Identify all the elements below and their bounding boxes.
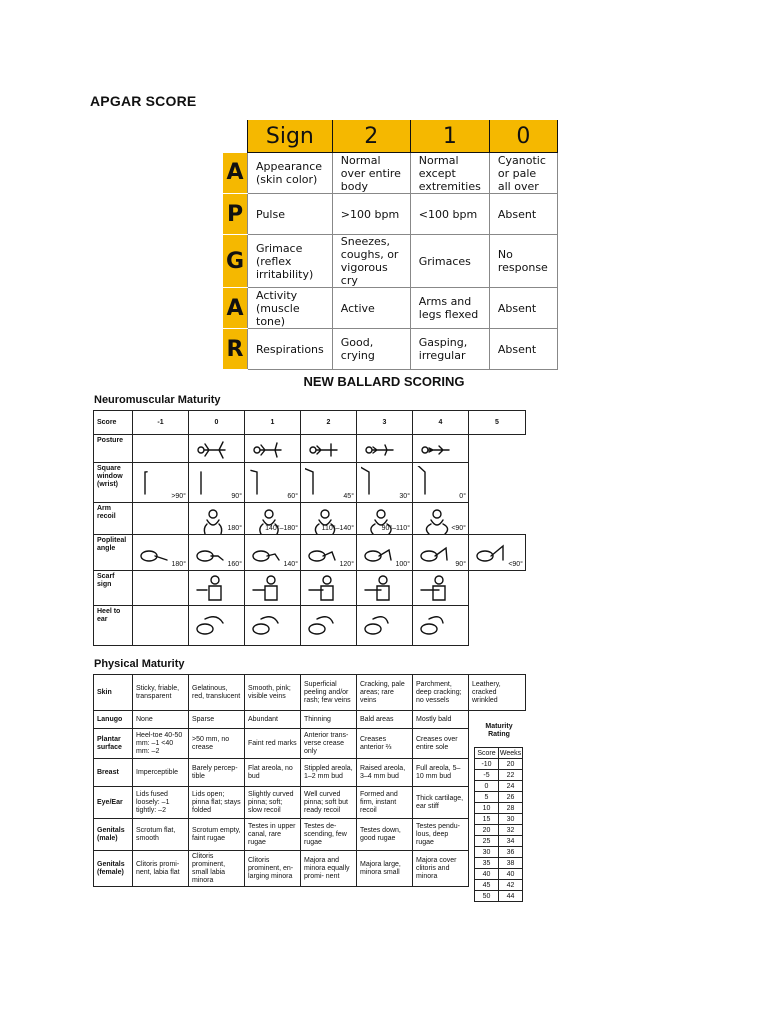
apgar-cell: Absent (489, 194, 557, 235)
physical-grid (93, 674, 525, 922)
rating-cell: 5 (475, 792, 499, 803)
score-cell (188, 605, 245, 646)
row-label: Arm recoil (93, 502, 133, 535)
phys-cell: Clitoris prominent, en- larging minora (244, 850, 301, 887)
phys-cell: Bald areas (356, 710, 413, 729)
apgar-letter: A (223, 288, 248, 329)
score-header: -1 (132, 410, 189, 435)
rating-cell: 24 (499, 781, 523, 792)
apgar-cell: Good, crying (332, 329, 410, 370)
rating-row (475, 803, 523, 814)
score-cell (300, 462, 357, 503)
rating-cell: -10 (475, 759, 499, 770)
rating-cell: 50 (475, 891, 499, 902)
apgar-corner (223, 120, 248, 153)
rating-cell: 40 (475, 869, 499, 880)
rating-cell: 22 (499, 770, 523, 781)
rating-cell: 28 (499, 803, 523, 814)
apgar-cell: Grimace (reflex irritability) (248, 235, 333, 288)
rating-cell: 10 (475, 803, 499, 814)
row-label: Square window (wrist) (93, 462, 133, 503)
score-cell (132, 502, 189, 535)
score-header: 5 (468, 410, 526, 435)
phys-cell: Anterior trans- verse crease only (300, 728, 357, 759)
phys-cell: Testes down, good rugae (356, 818, 413, 851)
phys-cell: Stippled areola, 1–2 mm bud (300, 758, 357, 787)
physical-heading: Physical Maturity (94, 658, 185, 670)
rating-row (475, 825, 523, 836)
rating-cell: 36 (499, 847, 523, 858)
rating-row (475, 858, 523, 869)
score-cell (132, 434, 189, 463)
score-cell (412, 534, 469, 571)
score-cell (132, 462, 189, 503)
rating-cell: 26 (499, 792, 523, 803)
apgar-cell: Absent (489, 329, 557, 370)
apgar-row (223, 194, 557, 235)
apgar-row (223, 288, 557, 329)
rating-cell: 38 (499, 858, 523, 869)
degree-label: 180° (227, 525, 242, 532)
phys-cell: Clitoris prominent, small labia minora (188, 850, 245, 887)
phys-cell: Lids fused loosely: –1 tightly: –2 (132, 786, 189, 819)
apgar-letter: G (223, 235, 248, 288)
rating-cell: 34 (499, 836, 523, 847)
rating-row (475, 847, 523, 858)
score-header: 2 (300, 410, 357, 435)
rating-cell: 44 (499, 891, 523, 902)
degree-label: 90° (231, 493, 242, 500)
phys-cell: Testes pendu- lous, deep rugae (412, 818, 469, 851)
phys-cell: Well curved pinna; soft but ready recoil (300, 786, 357, 819)
phys-cell: Imperceptible (132, 758, 189, 787)
phys-cell: Smooth, pink; visible veins (244, 674, 301, 711)
score-header: 1 (244, 410, 301, 435)
phys-cell: None (132, 710, 189, 729)
phys-cell: Heel-toe 40-50 mm: –1 <40 mm: –2 (132, 728, 189, 759)
degree-label: 30° (399, 493, 410, 500)
rating-cell: 32 (499, 825, 523, 836)
score-cell (132, 605, 189, 646)
apgar-cell: Activity (muscle tone) (248, 288, 333, 329)
apgar-cell: Arms and legs flexed (410, 288, 489, 329)
maturity-rating-title: Maturity Rating (485, 723, 513, 738)
degree-label: 90°–110° (381, 525, 410, 532)
rating-row (475, 792, 523, 803)
score-cell (244, 570, 301, 606)
phys-row-label: Breast (93, 758, 133, 787)
rating-cell: 30 (475, 847, 499, 858)
phys-cell: Testes in upper canal, rare rugae (244, 818, 301, 851)
phys-row-label: Genitals (male) (93, 818, 133, 851)
degree-label: 180° (171, 561, 186, 568)
degree-label: 60° (287, 493, 298, 500)
score-cell (412, 605, 469, 646)
score-label: Score (93, 410, 133, 435)
apgar-cell: Cyanotic or pale all over (489, 153, 557, 194)
phys-cell: Sticky, friable, transparent (132, 674, 189, 711)
apgar-header-cell: 2 (332, 120, 410, 153)
apgar-heading: APGAR SCORE (90, 93, 197, 109)
phys-cell: Leathery, cracked wrinkled (468, 674, 526, 711)
apgar-header-cell: 0 (489, 120, 557, 153)
score-cell (300, 502, 357, 535)
score-cell (132, 570, 189, 606)
maturity-rating-table (474, 747, 523, 902)
degree-label: 45° (343, 493, 354, 500)
apgar-row (223, 153, 557, 194)
rating-cell: 0 (475, 781, 499, 792)
score-cell (412, 502, 469, 535)
phys-cell: Testes de- scending, few rugae (300, 818, 357, 851)
rating-row (475, 770, 523, 781)
apgar-cell: Grimaces (410, 235, 489, 288)
rating-row (475, 880, 523, 891)
phys-cell: Majora cover clitoris and minora (412, 850, 469, 887)
score-cell (244, 434, 301, 463)
score-cell (188, 434, 245, 463)
rating-row (475, 814, 523, 825)
score-cell (412, 570, 469, 606)
score-cell (412, 462, 469, 503)
score-cell (356, 534, 413, 571)
score-header: 4 (412, 410, 469, 435)
score-cell (300, 570, 357, 606)
phys-cell: Creases over entire sole (412, 728, 469, 759)
rating-row (475, 781, 523, 792)
degree-label: >90° (171, 493, 186, 500)
neuromuscular-grid (93, 410, 525, 645)
phys-cell: Thinning (300, 710, 357, 729)
degree-label: 140° (283, 561, 298, 568)
phys-cell: Barely percep- tible (188, 758, 245, 787)
apgar-cell: Absent (489, 288, 557, 329)
rating-header-cell: Score (475, 748, 499, 759)
row-label: Popliteal angle (93, 534, 133, 571)
rating-cell: 20 (475, 825, 499, 836)
row-label: Scarf sign (93, 570, 133, 606)
phys-cell: Creases anterior ⅔ (356, 728, 413, 759)
ballard-heading: NEW BALLARD SCORING (303, 374, 465, 389)
phys-cell: Parchment, deep cracking; no vessels (412, 674, 469, 711)
rating-cell: 42 (499, 880, 523, 891)
apgar-letter: A (223, 153, 248, 194)
score-cell (356, 502, 413, 535)
apgar-cell: Gasping, irregular (410, 329, 489, 370)
rating-cell: 35 (475, 858, 499, 869)
apgar-cell: Normal except extremities (410, 153, 489, 194)
rating-header-row (475, 748, 523, 759)
apgar-cell: >100 bpm (332, 194, 410, 235)
degree-label: 110°–140° (321, 525, 354, 532)
score-cell (468, 534, 526, 571)
phys-cell: Clitoris promi- nent, labia flat (132, 850, 189, 887)
score-cell (132, 534, 189, 571)
apgar-row (223, 235, 557, 288)
phys-cell: Thick cartilage, ear stiff (412, 786, 469, 819)
phys-row-label: Genitals (female) (93, 850, 133, 887)
phys-cell: Majora large, minora small (356, 850, 413, 887)
score-header: 0 (188, 410, 245, 435)
score-cell (356, 462, 413, 503)
rating-row (475, 759, 523, 770)
apgar-table (223, 120, 558, 370)
score-cell (300, 605, 357, 646)
phys-cell: Scrotum empty, faint rugae (188, 818, 245, 851)
score-cell (244, 502, 301, 535)
rating-cell: 25 (475, 836, 499, 847)
rating-cell: 15 (475, 814, 499, 825)
apgar-header-row (223, 120, 557, 153)
phys-cell: Formed and firm, instant recoil (356, 786, 413, 819)
phys-cell: Lids open; pinna flat; stays folded (188, 786, 245, 819)
neuromuscular-heading: Neuromuscular Maturity (94, 394, 221, 406)
phys-cell: Cracking, pale areas; rare veins (356, 674, 413, 711)
phys-cell: Abundant (244, 710, 301, 729)
score-cell (356, 605, 413, 646)
rating-cell: 40 (499, 869, 523, 880)
score-cell (356, 570, 413, 606)
apgar-cell: Active (332, 288, 410, 329)
score-cell (188, 462, 245, 503)
rating-cell: 30 (499, 814, 523, 825)
apgar-header-cell: Sign (248, 120, 333, 153)
degree-label: 0° (459, 493, 466, 500)
degree-label: <90° (508, 561, 523, 568)
degree-label: 90° (455, 561, 466, 568)
phys-cell: Mostly bald (412, 710, 469, 729)
degree-label: 120° (339, 561, 354, 568)
row-label: Heel to ear (93, 605, 133, 646)
apgar-letter: P (223, 194, 248, 235)
score-cell (300, 434, 357, 463)
apgar-header-cell: 1 (410, 120, 489, 153)
degree-label: 160° (227, 561, 242, 568)
rating-cell: 45 (475, 880, 499, 891)
phys-row-label: Lanugo (93, 710, 133, 729)
row-label: Posture (93, 434, 133, 463)
phys-cell: Slightly curved pinna; soft; slow recoil (244, 786, 301, 819)
apgar-letter: R (223, 329, 248, 370)
phys-cell: Gelatinous, red, translucent (188, 674, 245, 711)
degree-label: 100° (395, 561, 410, 568)
score-cell (412, 434, 469, 463)
score-cell (300, 534, 357, 571)
phys-cell: Scrotum flat, smooth (132, 818, 189, 851)
phys-cell: Faint red marks (244, 728, 301, 759)
score-cell (244, 534, 301, 571)
phys-cell: Raised areola, 3–4 mm bud (356, 758, 413, 787)
degree-label: <90° (451, 525, 466, 532)
apgar-cell: Pulse (248, 194, 333, 235)
score-cell (188, 570, 245, 606)
score-cell (188, 502, 245, 535)
degree-label: 140°–180° (265, 525, 298, 532)
phys-row-label: Skin (93, 674, 133, 711)
score-cell (188, 534, 245, 571)
apgar-cell: Sneezes, coughs, or vigorous cry (332, 235, 410, 288)
phys-cell: Superficial peeling and/or rash; few veins (300, 674, 357, 711)
rating-row (475, 869, 523, 880)
apgar-row (223, 329, 557, 370)
apgar-cell: Appearance (skin color) (248, 153, 333, 194)
phys-cell: Majora and minora equally promi- nent (300, 850, 357, 887)
apgar-cell: No response (489, 235, 557, 288)
phys-row-label: Eye/Ear (93, 786, 133, 819)
rating-header-cell: Weeks (499, 749, 522, 757)
phys-cell: Flat areola, no bud (244, 758, 301, 787)
rating-cell: 20 (499, 759, 523, 770)
rating-cell: -5 (475, 770, 499, 781)
score-cell (356, 434, 413, 463)
phys-cell: >50 mm, no crease (188, 728, 245, 759)
phys-row-label: Plantar surface (93, 728, 133, 759)
apgar-cell: Respirations (248, 329, 333, 370)
score-header: 3 (356, 410, 413, 435)
score-cell (244, 605, 301, 646)
phys-cell: Sparse (188, 710, 245, 729)
phys-cell: Full areola, 5–10 mm bud (412, 758, 469, 787)
score-cell (244, 462, 301, 503)
apgar-cell: Normal over entire body (332, 153, 410, 194)
apgar-cell: <100 bpm (410, 194, 489, 235)
rating-row (475, 891, 523, 902)
rating-row (475, 836, 523, 847)
